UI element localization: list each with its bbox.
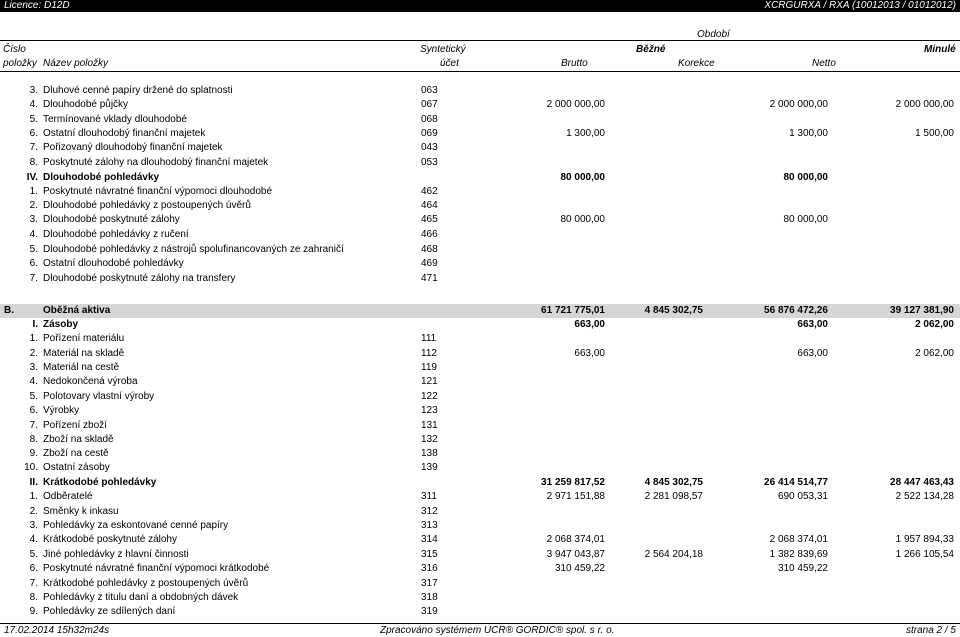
table-row: [0, 375, 960, 389]
item-number: 5.: [29, 391, 38, 402]
table-row: [0, 533, 960, 547]
table-row: [0, 141, 960, 155]
item-account: 466: [421, 229, 438, 240]
item-label: Materiál na skladě: [43, 348, 125, 359]
value-netto: 310 459,22: [777, 563, 828, 574]
value-brutto: 2 000 000,00: [546, 99, 605, 110]
value-netto: 2 068 374,01: [769, 534, 828, 545]
table-row: [0, 318, 960, 332]
table-row: [0, 213, 960, 227]
table-row: [0, 461, 960, 475]
value-minule: 39 127 381,90: [890, 305, 954, 316]
header-polozky: položky: [3, 58, 37, 69]
table-row: [0, 272, 960, 286]
item-number: B.: [4, 305, 14, 316]
item-label: Dlouhodobé pohledávky z nástrojů spolufinancovaných ze zahraničí: [43, 244, 344, 255]
table-row: [0, 419, 960, 433]
item-number: 3.: [29, 520, 38, 531]
item-label: Dlouhodobé poskytnuté zálohy: [43, 214, 180, 225]
table-row: [0, 332, 960, 346]
header-minule: Minulé: [924, 44, 956, 55]
item-label: Dlouhodobé půjčky: [43, 99, 129, 110]
table-row: [0, 171, 960, 185]
item-number: 1.: [29, 186, 38, 197]
item-account: 465: [421, 214, 438, 225]
table-row: [0, 199, 960, 213]
table-row: [0, 84, 960, 98]
table-row: [0, 361, 960, 375]
item-number: 10.: [24, 462, 38, 473]
item-label: Ostatní dlouhodobé pohledávky: [43, 258, 184, 269]
table-row: [0, 257, 960, 271]
item-label: Poskytnuté zálohy na dlouhodobý finanční majetek: [43, 157, 269, 168]
table-row: [0, 390, 960, 404]
table-row: [0, 490, 960, 504]
value-brutto: 663,00: [574, 319, 605, 330]
item-label: Krátkodobé pohledávky z postoupených úvěrů: [43, 578, 249, 589]
item-number: 5.: [29, 114, 38, 125]
item-number: 7.: [29, 142, 38, 153]
item-number: 7.: [29, 420, 38, 431]
item-number: II.: [29, 477, 38, 488]
value-korekce: 4 845 302,75: [644, 477, 703, 488]
item-account: 139: [421, 462, 438, 473]
item-number: 2.: [29, 348, 38, 359]
item-account: 312: [421, 506, 438, 517]
report-id-text: XCRGURXA / RXA (10012013 / 01012012): [764, 0, 956, 11]
item-account: 068: [421, 114, 438, 125]
item-number: 9.: [29, 448, 38, 459]
item-account: 069: [421, 128, 438, 139]
licence-text: Licence: D12D: [4, 0, 70, 11]
value-brutto: 80 000,00: [560, 214, 605, 225]
item-number: I.: [32, 319, 38, 330]
item-account: 471: [421, 273, 438, 284]
item-label: Odběratelé: [43, 491, 93, 502]
table-row: [0, 243, 960, 257]
value-brutto: 663,00: [574, 348, 605, 359]
item-number: 7.: [29, 273, 38, 284]
table-row: [0, 505, 960, 519]
item-number: 7.: [29, 578, 38, 589]
item-label: Termínované vklady dlouhodobé: [43, 114, 187, 125]
item-label: Pořízení materiálu: [43, 333, 125, 344]
item-number: 1.: [29, 491, 38, 502]
footer-page: strana 2 / 5: [905, 625, 956, 636]
item-label: Pohledávky z titulu daní a obdobných dávek: [43, 592, 239, 603]
value-netto: 26 414 514,77: [764, 477, 828, 488]
item-account: 067: [421, 99, 438, 110]
header-korekce: Korekce: [678, 58, 715, 69]
value-netto: 663,00: [797, 319, 828, 330]
header-obdobi: Období: [697, 29, 730, 40]
table-row: [0, 113, 960, 127]
item-number: 8.: [29, 157, 38, 168]
item-account: 131: [421, 420, 438, 431]
item-account: 123: [421, 405, 438, 416]
value-netto: 56 876 472,26: [764, 305, 828, 316]
header-rule-top: [0, 40, 960, 41]
item-account: 313: [421, 520, 438, 531]
item-label: Materiál na cestě: [43, 362, 120, 373]
value-minule: 28 447 463,43: [890, 477, 954, 488]
value-netto: 80 000,00: [783, 172, 828, 183]
item-label: Zboží na cestě: [43, 448, 109, 459]
value-brutto: 1 300,00: [566, 128, 605, 139]
item-label: Polotovary vlastní výroby: [43, 391, 155, 402]
item-number: 4.: [29, 99, 38, 110]
header-nazev: Název položky: [43, 58, 109, 69]
header-ucet: účet: [440, 58, 459, 69]
item-label: Pořízení zboží: [43, 420, 107, 431]
table-row: [0, 304, 960, 318]
header-bezne: Běžné: [636, 44, 666, 55]
item-label: Pohledávky za eskontované cenné papíry: [43, 520, 229, 531]
item-label: Výrobky: [43, 405, 80, 416]
item-number: IV.: [26, 172, 38, 183]
item-label: Zásoby: [43, 319, 79, 330]
value-brutto: 61 721 775,01: [541, 305, 605, 316]
table-row: [0, 347, 960, 361]
value-netto: 80 000,00: [783, 214, 828, 225]
item-label: Dlouhodobé pohledávky z postoupených úvěrů: [43, 200, 251, 211]
item-number: 4.: [29, 229, 38, 240]
table-row: [0, 548, 960, 562]
item-label: Krátkodobé pohledávky: [43, 477, 157, 488]
item-number: 8.: [29, 434, 38, 445]
item-account: 315: [421, 549, 438, 560]
value-brutto: 310 459,22: [554, 563, 605, 574]
item-label: Poskytnuté návratné finanční výpomoci krátkodobé: [43, 563, 270, 574]
table-row: [0, 156, 960, 170]
item-account: 462: [421, 186, 438, 197]
item-number: 5.: [29, 549, 38, 560]
item-number: 6.: [29, 258, 38, 269]
header-netto: Netto: [812, 58, 836, 69]
header-cislo: Číslo: [3, 44, 26, 55]
table-row: [0, 605, 960, 619]
item-label: Směnky k inkasu: [43, 506, 119, 517]
value-netto: 663,00: [797, 348, 828, 359]
item-label: Dlouhodobé pohledávky z ručení: [43, 229, 189, 240]
value-minule: 1 500,00: [915, 128, 954, 139]
value-netto: 2 000 000,00: [769, 99, 828, 110]
item-number: 3.: [29, 85, 38, 96]
footer-system: Zpracováno systémem UCR® GORDIC® spol. s r. o.: [380, 625, 615, 636]
item-number: 4.: [29, 376, 38, 387]
item-number: 6.: [29, 405, 38, 416]
item-label: Oběžná aktiva: [43, 305, 111, 316]
value-korekce: 2 564 204,18: [644, 549, 703, 560]
value-netto: 1 382 839,69: [769, 549, 828, 560]
table-row: [0, 591, 960, 605]
table-row: [0, 228, 960, 242]
item-account: 138: [421, 448, 438, 459]
item-label: Ostatní zásoby: [43, 462, 110, 473]
item-account: 311: [421, 491, 437, 502]
item-label: Dlouhodobé pohledávky: [43, 172, 160, 183]
item-label: Poskytnuté návratné finanční výpomoci dlouhodobé: [43, 186, 273, 197]
value-minule: 2 062,00: [915, 319, 954, 330]
item-label: Dluhové cenné papíry držené do splatnosti: [43, 85, 233, 96]
item-account: 468: [421, 244, 438, 255]
table-row: [0, 404, 960, 418]
item-number: 2.: [29, 506, 38, 517]
header-rule-bottom: [0, 71, 960, 72]
value-minule: 2 000 000,00: [895, 99, 954, 110]
value-brutto: 2 068 374,01: [546, 534, 605, 545]
item-account: 121: [421, 376, 438, 387]
item-account: 122: [421, 391, 438, 402]
item-number: 2.: [29, 200, 38, 211]
table-row: [0, 185, 960, 199]
table-row: [0, 519, 960, 533]
table-row: [0, 562, 960, 576]
value-minule: 1 957 894,33: [895, 534, 954, 545]
footer-date: 17.02.2014 15h32m24s: [4, 625, 110, 636]
item-label: Pohledávky ze sdílených daní: [43, 606, 176, 617]
table-row: [0, 447, 960, 461]
item-number: 4.: [29, 534, 38, 545]
item-account: 132: [421, 434, 438, 445]
item-number: 8.: [29, 592, 38, 603]
item-account: 317: [421, 578, 438, 589]
value-brutto: 2 971 151,88: [546, 491, 605, 502]
item-account: 111: [421, 333, 437, 344]
item-number: 6.: [29, 563, 38, 574]
item-account: 464: [421, 200, 438, 211]
value-brutto: 80 000,00: [560, 172, 605, 183]
item-account: 318: [421, 592, 438, 603]
report-header-bar: [0, 0, 960, 12]
header-synteticky: Syntetický: [420, 44, 466, 55]
value-netto: 1 300,00: [789, 128, 828, 139]
item-account: 053: [421, 157, 438, 168]
item-account: 319: [421, 606, 438, 617]
item-label: Jiné pohledávky z hlavní činnosti: [43, 549, 189, 560]
value-minule: 2 522 134,28: [895, 491, 954, 502]
item-label: Nedokončená výroba: [43, 376, 138, 387]
report-footer: [0, 625, 960, 637]
item-number: 6.: [29, 128, 38, 139]
footer-rule: [0, 623, 960, 624]
table-row: [0, 476, 960, 490]
table-row: [0, 577, 960, 591]
item-label: Krátkodobé poskytnuté zálohy: [43, 534, 177, 545]
item-account: 316: [421, 563, 438, 574]
table-row: [0, 433, 960, 447]
item-number: 1.: [29, 333, 38, 344]
item-number: 9.: [29, 606, 38, 617]
item-account: 063: [421, 85, 438, 96]
item-account: 043: [421, 142, 438, 153]
value-minule: 2 062,00: [915, 348, 954, 359]
item-label: Zboží na skladě: [43, 434, 114, 445]
value-brutto: 3 947 043,87: [546, 549, 605, 560]
value-korekce: 2 281 098,57: [644, 491, 703, 502]
item-number: 3.: [29, 362, 38, 373]
value-netto: 690 053,31: [777, 491, 828, 502]
header-brutto: Brutto: [561, 58, 588, 69]
item-account: 112: [421, 348, 437, 359]
item-label: Ostatní dlouhodobý finanční majetek: [43, 128, 206, 139]
item-number: 5.: [29, 244, 38, 255]
item-number: 3.: [29, 214, 38, 225]
table-row: [0, 98, 960, 112]
table-row: [0, 127, 960, 141]
item-account: 469: [421, 258, 438, 269]
item-account: 314: [421, 534, 438, 545]
value-korekce: 4 845 302,75: [644, 305, 703, 316]
item-label: Pořizovaný dlouhodobý finanční majetek: [43, 142, 223, 153]
value-minule: 1 266 105,54: [895, 549, 954, 560]
value-brutto: 31 259 817,52: [541, 477, 605, 488]
item-label: Dlouhodobé poskytnuté zálohy na transfery: [43, 273, 236, 284]
item-account: 119: [421, 362, 437, 373]
